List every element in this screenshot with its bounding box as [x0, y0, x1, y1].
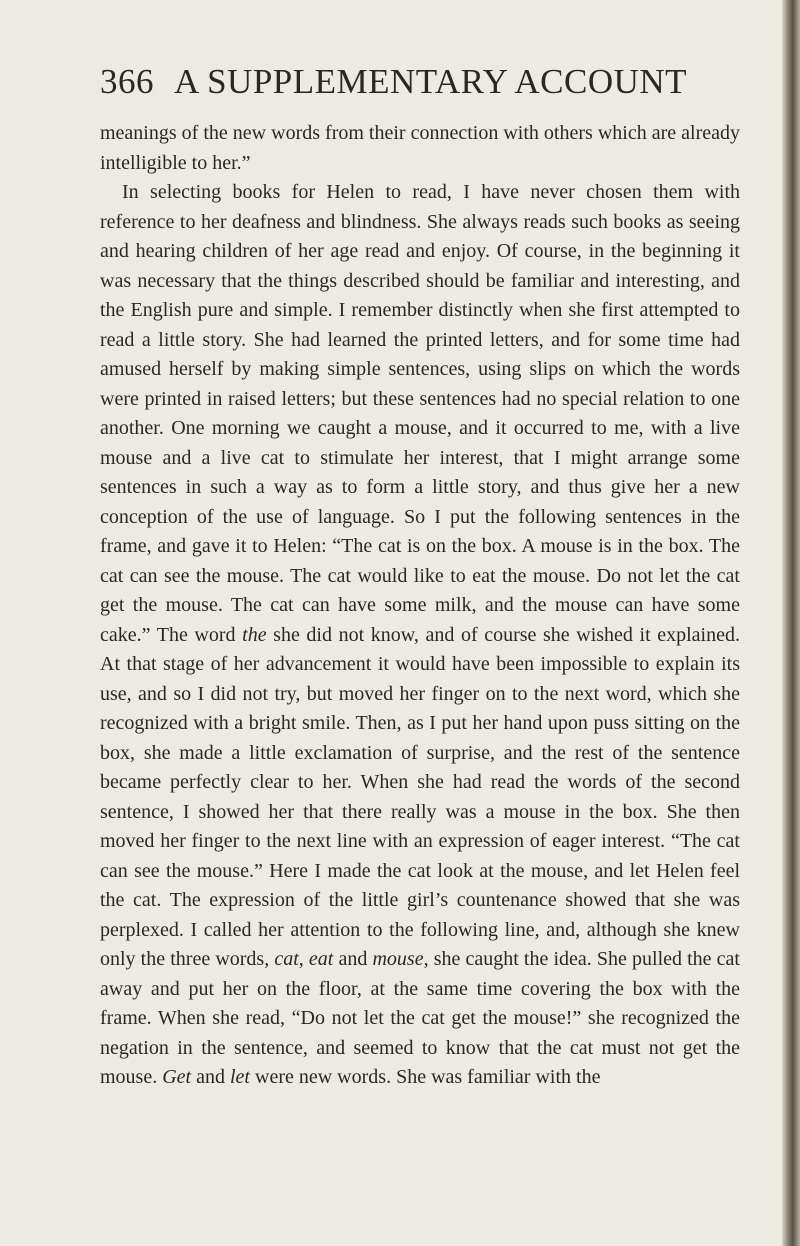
text-segment: , she caught the idea. She pulled the cat away and put her on the floor, at the same time covering the box with the frame. When she read, “Do not let the cat get the mouse!” she recognized the negation in the sentence, and seemed to know that the cat must not get the mouse. [100, 948, 740, 1088]
text-segment: and [191, 1066, 230, 1088]
italic-word: let [230, 1066, 250, 1088]
running-header [100, 62, 740, 102]
italic-word: mouse [372, 948, 424, 970]
page-number: 366 [100, 62, 154, 101]
text-segment: she did not know, and of course she wished it explained. At that stage of her advancement it would have been impossible to explain its use, and so I did not try, but moved her finger on to the next word, which she recognized with a bright smile. Then, as I put her hand upon puss sitting on the box, she made a little exclamation of surprise, and the rest of the sentence became perfectly clear to her. When she had read the words of the second sentence, I showed her that there really was a mouse in the box. She then moved her finger to the next line with an expression of eager interest. “The cat can see the mouse.” Here I made the cat look at the mouse, and let Helen feel the cat. The expression of the little girl’s countenance showed that she was perplexed. I called her attention to the following line, and, although she knew only the three words, [100, 623, 740, 970]
text-segment: and [333, 948, 373, 970]
text-segment: , [298, 948, 309, 970]
page-binding-edge [782, 0, 800, 1246]
paragraph-main [100, 178, 740, 1093]
italic-word: eat [308, 948, 334, 970]
italic-word: cat [274, 948, 299, 970]
running-title: A SUPPLEMENTARY ACCOUNT [174, 62, 688, 101]
italic-word: the [242, 623, 267, 646]
body-text [100, 119, 740, 1093]
text-segment: were new words. She was familiar with the [250, 1066, 601, 1088]
text-segment: In selecting books for Helen to read, I have never chosen them with reference to her deafness and blindness. She always reads such books as seeing and hearing children of her age read and enjoy. Of course, in the beginning it was necessary that the things described should be familiar and interesting, and the English pure and simple. I remember distinctly when she first attempted to read a little story. She had learned the printed letters, and for some time had amused herself by making simple sentences, using slips on which the words were printed in raised letters; but these sentences had no special relation to one another. One morning we caught a mouse, and it occurred to me, with a live mouse and a live cat to stimulate her interest, that I might arrange some sentences in such a way as to form a little story, and thus give her a new conception of the use of language. So I put the following sentences in the frame, and gave it to Helen: “The cat is on the box. A mouse is in the box. The cat can see the mouse. The cat would like to eat the mouse. Do not let the cat get the mouse. The cat can have some milk, and the mouse can have some cake.” The word [100, 181, 740, 646]
paragraph-continued: meanings of the new words from their connection with others which are already intelligible to her.” [100, 122, 740, 174]
italic-word: Get [162, 1066, 192, 1088]
